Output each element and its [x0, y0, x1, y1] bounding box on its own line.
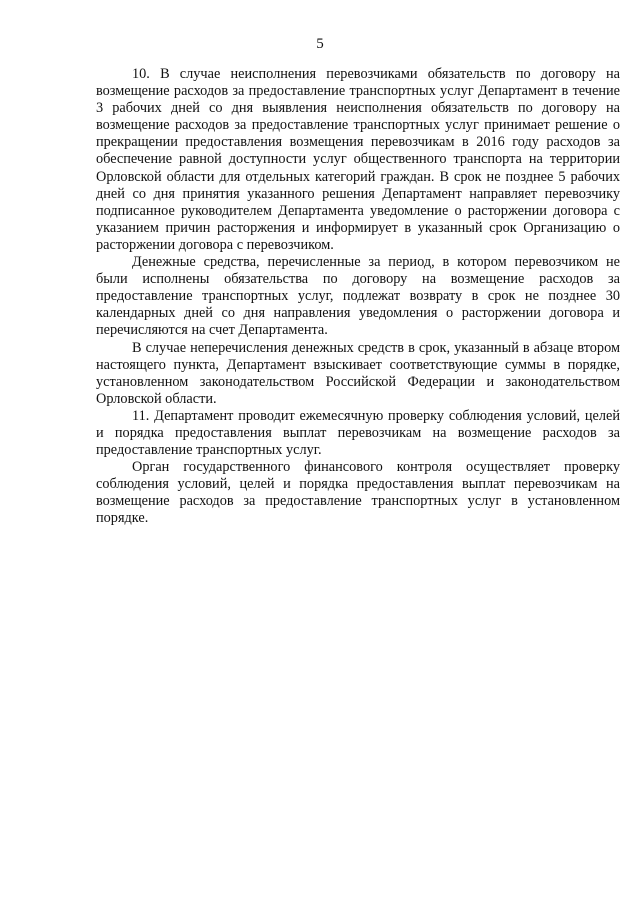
paragraph-financial-control: Орган государственного финансового контроля осуществляет проверку соблюдения условий, целей и порядка предоставления выплат перевозчикам на возмещение расходов за предоставление транспортных услуг в установленном порядке.: [96, 459, 620, 527]
paragraph-recovery: В случае неперечисления денежных средств в срок, указанный в абзаце втором настоящего пункта, Департамент взыскивает соответствующие суммы в порядке, установленном законодательством Российской Федерации и законодательством Орловской области.: [96, 339, 620, 407]
page-number: 5: [316, 36, 324, 52]
paragraph-refund: Денежные средства, перечисленные за период, в котором перевозчиком не были исполнены обязательства по договору на возмещение расходов за предоставление транспортных услуг, подлежат возврату в срок не позднее 30 календарных дней со дня направления уведомления о расторжении договора и перечисляются на счет Департамента.: [96, 254, 620, 339]
document-body: [96, 66, 620, 528]
paragraph-item-11: 11. Департамент проводит ежемесячную проверку соблюдения условий, целей и порядка предоставления выплат перевозчикам на возмещение расходов за предоставление транспортных услуг.: [96, 407, 620, 459]
paragraph-item-10: 10. В случае неисполнения перевозчиками обязательств по договору на возмещение расходов за предоставление транспортных услуг Департамент в течение 3 рабочих дней со дня выявления неисполнения обязательств по договору на возмещение расходов за предоставление транспортных услуг принимает решение о прекращении предоставления возмещения перевозчикам в 2016 году расходов за обеспечение равной доступности услуг общественного транспорта на территории Орловской области для отдельных категорий граждан. В срок не позднее 5 рабочих дней со дня принятия указанного решения Департамент направляет перевозчику подписанное руководителем Департамента уведомление о расторжении договора с указанием причин расторжения и информирует в указанный срок Организацию о расторжении договора с перевозчиком.: [96, 66, 620, 253]
